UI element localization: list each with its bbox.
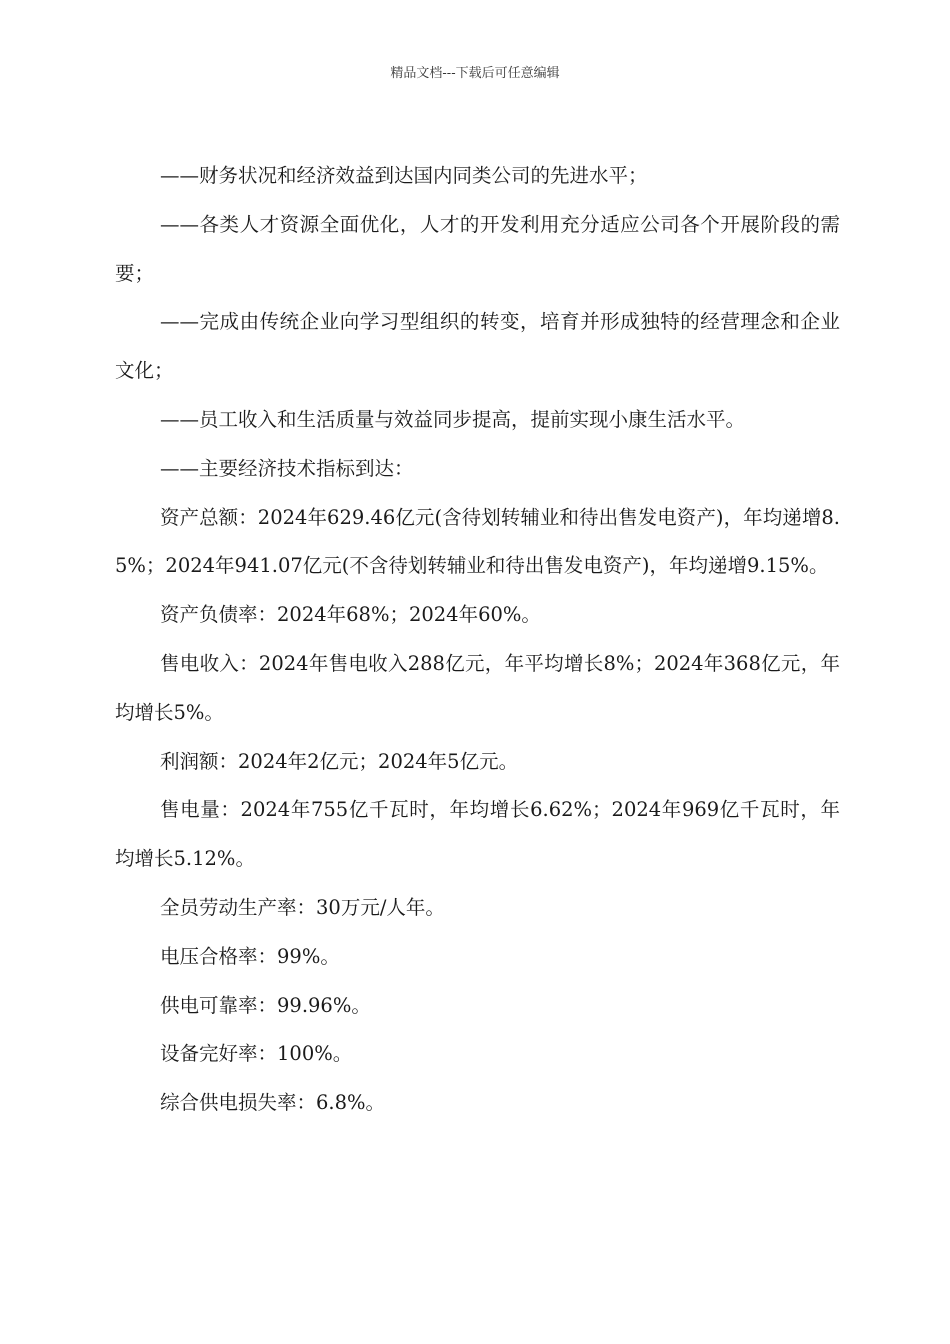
paragraph-line-loss: 综合供电损失率：6.8%。 bbox=[160, 1091, 386, 1115]
paragraph-sales-revenue: 售电收入：2024年售电收入288亿元，年平均增长8%；2024年368亿元，年均增长5%。 bbox=[115, 651, 840, 724]
paragraph-financial-status: ——财务状况和经济效益到达国内同类公司的先进水平； bbox=[160, 164, 648, 187]
paragraph-voltage-qualification: 电压合格率：99%。 bbox=[160, 944, 340, 968]
paragraph-electricity-sales: 售电量：2024年755亿千瓦时，年均增长6.62%；2024年969亿千瓦时，年均增长5.12%。 bbox=[115, 798, 840, 871]
page-header: 精品文档---下载后可任意编辑 bbox=[390, 66, 560, 81]
paragraph-equipment-integrity: 设备完好率：100%。 bbox=[160, 1042, 353, 1066]
paragraph-learning-organization: ——完成由传统企业向学习型组织的转变，培育并形成独特的经营理念和企业文化； bbox=[115, 310, 840, 383]
paragraph-indicators-heading: ——主要经济技术指标到达： bbox=[160, 456, 414, 480]
paragraph-debt-ratio: 资产负债率：2024年68%；2024年60%。 bbox=[160, 603, 541, 627]
document-body bbox=[115, 152, 840, 1128]
paragraph-supply-reliability: 供电可靠率：99.96%。 bbox=[160, 993, 371, 1017]
paragraph-talent-resources: ——各类人才资源全面优化，人才的开发利用充分适应公司各个开展阶段的需要； bbox=[115, 212, 840, 285]
paragraph-labor-productivity: 全员劳动生产率：30万元/人年。 bbox=[160, 895, 445, 919]
paragraph-profit: 利润额：2024年2亿元；2024年5亿元。 bbox=[160, 749, 519, 773]
paragraph-employee-income: ——员工收入和生活质量与效益同步提高，提前实现小康生活水平。 bbox=[160, 407, 746, 431]
paragraph-total-assets: 资产总额：2024年629.46亿元(含待划转辅业和待出售发电资产)，年均递增8.5%；2024年941.07亿元(不含待划转辅业和待出售发电资产)，年均递增9.15%。 bbox=[115, 505, 840, 578]
